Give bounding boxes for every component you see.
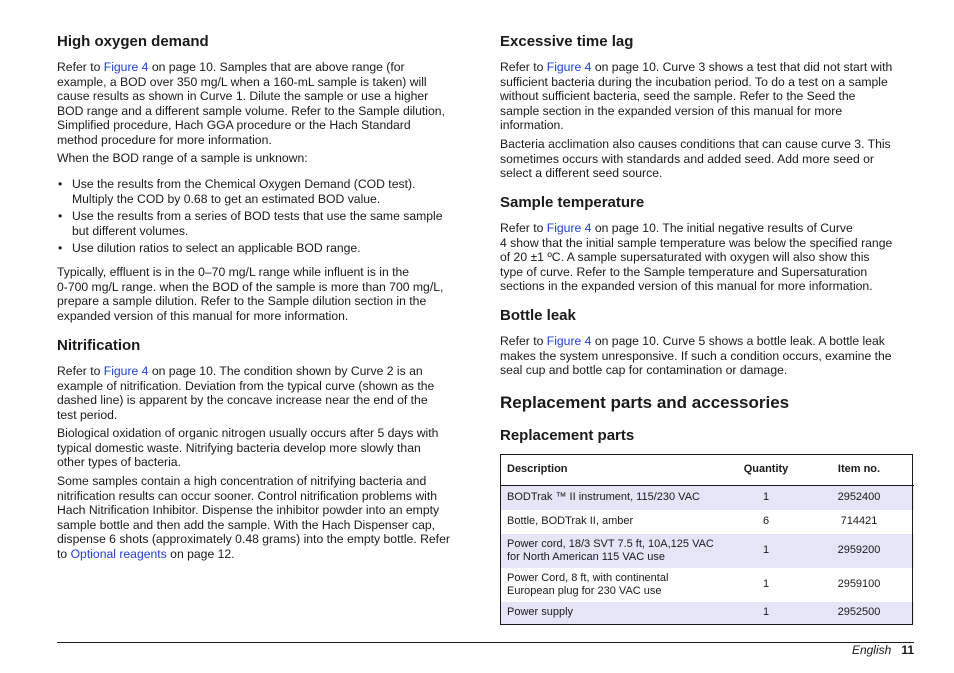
replacement-parts-table xyxy=(500,454,914,624)
cell-quantity: 1 xyxy=(728,602,804,624)
table-row xyxy=(500,486,914,510)
paragraph-high-oxygen-2: When the BOD range of a sample is unknown: xyxy=(57,151,308,165)
paragraph-nitrification-2: Biological oxidation of organic nitrogen usually occurs after 5 days with typical domestic waste. Nitrifying bacteria develop more slowly than other types of bacteria. xyxy=(57,426,439,469)
paragraph-nitrification-1: Refer to Figure 4 on page 10. The condition shown by Curve 2 is an example of nitrification. Deviation from the typical curve (shown as the dashed line) is apparent by the concave increase near the end of the test period. xyxy=(57,364,435,422)
heading-sample-temperature: Sample temperature xyxy=(500,194,645,211)
cell-item-no: 714421 xyxy=(840,515,878,527)
paragraph-nitrification-3: Some samples contain a high concentration of nitrifying bacteria and nitrification results can occur sooner. Control nitrification problems with Hach Nitrification Inhibitor. Dispense the inhibitor powder into an empty sample bottle and then add the sample. With the Hach Dispenser cap, dispense 6 shots (approximately 0.48 grams) into the empty bottle. Refer to Optional reagents on page 12. xyxy=(57,474,450,561)
table-header-row xyxy=(500,454,914,486)
heading-high-oxygen-demand: High oxygen demand xyxy=(57,33,209,50)
heading-replacement-parts: Replacement parts xyxy=(500,427,635,444)
cell-description: Power supply xyxy=(500,602,728,624)
table-row xyxy=(500,510,914,534)
optional-reagents-link[interactable]: Optional reagents xyxy=(70,546,167,561)
table-row xyxy=(500,568,914,602)
heading-replacement-parts-accessories: Replacement parts and accessories xyxy=(500,393,790,412)
paragraph-time-lag-1: Refer to Figure 4 on page 10. Curve 3 shows a test that did not start with sufficient bacteria during the incubation period. To do a test on a sample without sufficient bacteria, seed the sample. Refer to the Seed the sample section in the expanded version of this manual for more information. xyxy=(500,60,893,132)
footer-language: English xyxy=(851,643,892,657)
list-item: • Use dilution ratios to select an applicable BOD range. xyxy=(57,241,473,256)
cell-description: Bottle, BODTrak II, amber xyxy=(507,515,634,527)
list-item: • Use the results from a series of BOD tests that use the same sample but different volumes. xyxy=(57,209,473,238)
footer-divider xyxy=(57,642,914,643)
column-header-quantity: Quantity xyxy=(728,454,804,486)
paragraph-time-lag-2: Bacteria acclimation also causes conditions that can cause curve 3. This sometimes occurs with standards and added seed. Add more seed or select a different seed source. xyxy=(500,137,891,180)
cell-item-no: 2952500 xyxy=(804,602,914,624)
cell-quantity: 6 xyxy=(762,515,770,527)
cell-quantity: 1 xyxy=(762,578,770,590)
heading-bottle-leak: Bottle leak xyxy=(500,307,576,324)
list-item: • Use the results from the Chemical Oxygen Demand (COD test). Multiply the COD by 0.68 to get an estimated BOD value. xyxy=(57,177,473,206)
column-header-item-no: Item no. xyxy=(804,454,914,486)
cell-item-no: 2959200 xyxy=(804,534,914,568)
paragraph-high-oxygen-1: Refer to Figure 4 on page 10. Samples that are above range (for example, a BOD over 350 mg/L when a 160-mL sample is taken) will cause results as shown in Curve 1. Dilute the sample or use a higher BOD range and a different sample volume. Refer to the Sample dilution, Simplified procedure, Hach GGA procedure or the Hach Standard method procedure for more information. xyxy=(57,60,445,147)
paragraph-high-oxygen-3: Typically, effluent is in the 0–70 mg/L range while influent is in the 0-700 mg/L range. when the BOD of the sample is more than 700 mg/L, prepare a sample dilution. Refer to the Sample dilution section in the expanded version of this manual for more information. xyxy=(57,265,444,323)
heading-nitrification: Nitrification xyxy=(57,337,141,354)
cell-quantity: 1 xyxy=(728,486,804,510)
cell-description: Power Cord, 8 ft, with continental European plug for 230 VAC use xyxy=(507,571,669,597)
paragraph-sample-temperature: Refer to Figure 4 on page 10. The initial negative results of Curve 4 show that the initial sample temperature was below the specified range of 20 ±1 ºC. A sample supersaturated with oxygen will also show this type of curve. Refer to the Sample temperature and Supersaturation sections in the expanded version of this manual for more information. xyxy=(500,221,893,293)
figure-4-link[interactable]: Figure 4 xyxy=(103,364,149,378)
figure-4-link[interactable]: Figure 4 xyxy=(546,60,592,74)
cell-quantity: 1 xyxy=(728,534,804,568)
heading-excessive-time-lag: Excessive time lag xyxy=(500,33,634,50)
cell-description: Power cord, 18/3 SVT 7.5 ft, 10A,125 VAC for North American 115 VAC use xyxy=(500,534,728,568)
figure-4-link[interactable]: Figure 4 xyxy=(546,221,592,235)
figure-4-link[interactable]: Figure 4 xyxy=(546,334,592,348)
column-header-description: Description xyxy=(500,454,728,486)
table-row xyxy=(500,534,914,568)
cell-description: BODTrak ™ II instrument, 115/230 VAC xyxy=(500,486,728,510)
cell-item-no: 2952400 xyxy=(804,486,914,510)
bod-range-list xyxy=(57,177,473,259)
page-footer xyxy=(852,643,914,657)
table-row xyxy=(500,602,914,624)
page-number: 11 xyxy=(901,643,914,657)
paragraph-bottle-leak: Refer to Figure 4 on page 10. Curve 5 shows a bottle leak. A bottle leak makes the system unresponsive. If such a condition occurs, examine the seal cup and bottle cap for contamination or damage. xyxy=(500,334,892,377)
figure-4-link[interactable]: Figure 4 xyxy=(103,60,149,74)
cell-item-no: 2959100 xyxy=(837,578,881,590)
